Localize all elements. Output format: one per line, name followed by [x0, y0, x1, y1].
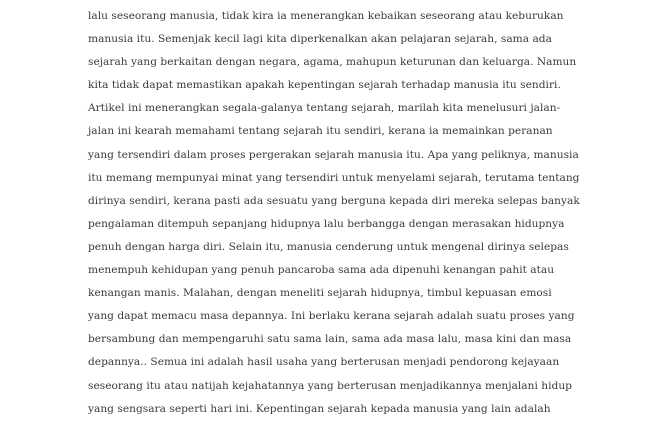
text-line: Artikel ini menerangkan segala-galanya tentang sejarah, marilah kita menelusuri jalan-: [88, 102, 561, 115]
text-line: pengalaman ditempuh sepanjang hidupnya lalu berbangga dengan merasakan hidupnya: [88, 217, 565, 230]
text-line: seseorang itu atau natijah kejahatannya yang berterusan menjadikannya menjalani hidup: [88, 379, 572, 392]
text-line: dirinya sendiri, kerana pasti ada sesuatu yang berguna kepada diri mereka selepas banyak: [88, 194, 580, 207]
text-line: itu memang mempunyai minat yang tersendiri untuk menyelami sejarah, terutama tentang: [88, 171, 580, 184]
text-line: jalan ini kearah memahami tentang sejarah itu sendiri, kerana ia memainkan peranan: [88, 125, 553, 138]
text-line: kita tidak dapat memastikan apakah kepentingan sejarah terhadap manusia itu sendiri.: [88, 79, 561, 92]
text-line: depannya.. Semua ini adalah hasil usaha yang berterusan menjadi pendorong kejayaan: [88, 356, 560, 369]
text-line: kenangan manis. Malahan, dengan meneliti sejarah hidupnya, timbul kepuasan emosi: [88, 287, 552, 300]
text-line: yang dapat memacu masa depannya. Ini berlaku kerana sejarah adalah suatu proses yang: [88, 310, 575, 323]
text-line: bersambung dan mempengaruhi satu sama lain, sama ada masa lalu, masa kini dan masa: [88, 333, 572, 346]
text-line: lalu seseorang manusia, tidak kira ia menerangkan kebaikan seseorang atau keburukan: [88, 10, 564, 22]
text-line: yang tersendiri dalam proses pergerakan sejarah manusia itu. Apa yang peliknya, manusia: [88, 148, 579, 161]
body-text: [88, 5, 580, 421]
text-line: menempuh kehidupan yang penuh pancaroba sama ada dipenuhi kenangan pahit atau: [88, 264, 555, 277]
text-line: manusia itu. Semenjak kecil lagi kita diperkenalkan akan pelajaran sejarah, sama ada: [88, 33, 552, 46]
text-line: sejarah yang berkaitan dengan negara, agama, mahupun keturunan dan keluarga. Namun: [88, 56, 577, 69]
text-line: yang sengsara seperti hari ini. Kepentingan sejarah kepada manusia yang lain adalah: [88, 402, 551, 415]
text-line: penuh dengan harga diri. Selain itu, manusia cenderung untuk mengenal dirinya selepas: [88, 240, 569, 253]
